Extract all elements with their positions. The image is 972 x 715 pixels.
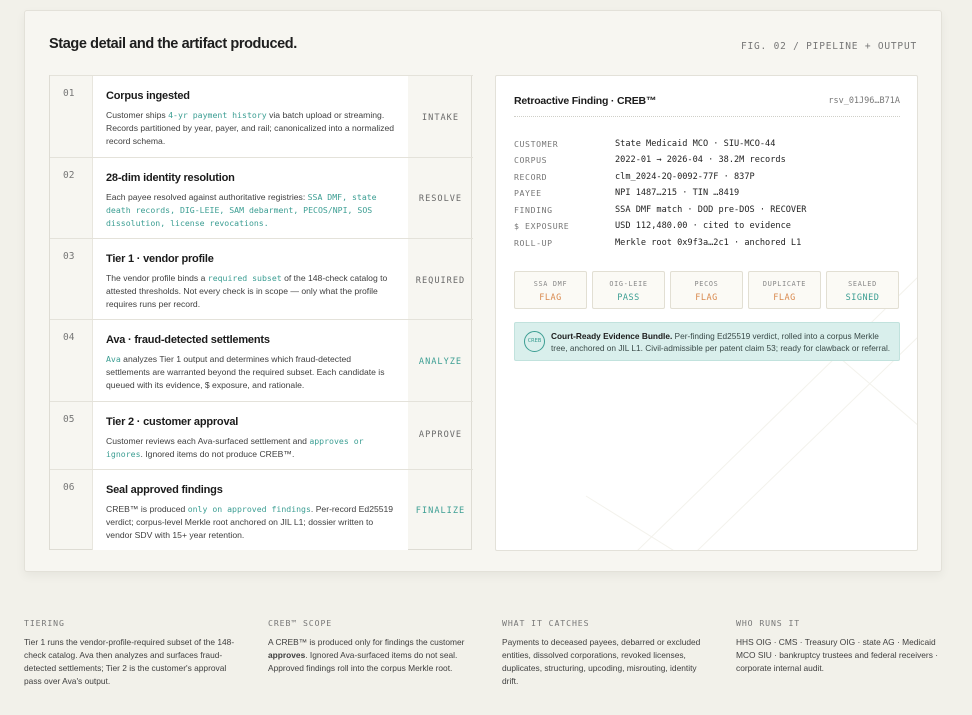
footer-what-it-catches bbox=[502, 618, 707, 688]
step-number: 06 bbox=[63, 482, 75, 493]
finding-row bbox=[514, 238, 914, 254]
step-description: Customer reviews each Ava-surfaced settlement and approves or ignores. Ignored items do not produce CREB™. bbox=[106, 436, 364, 459]
row-value: 2022-01 → 2026-04 · 38.2M records bbox=[615, 155, 786, 165]
finding-row bbox=[514, 172, 914, 188]
step-number: 04 bbox=[63, 332, 75, 343]
step-finalize bbox=[50, 469, 473, 550]
finding-row bbox=[514, 139, 914, 155]
step-tag: INTAKE bbox=[421, 113, 460, 123]
pipeline-steps bbox=[49, 75, 472, 550]
step-analyze bbox=[50, 319, 473, 401]
step-highlight: only on approved findings bbox=[187, 504, 311, 514]
row-value: SSA DMF match · DOD pre-DOS · RECOVER bbox=[615, 205, 807, 215]
check-pecos: PECOS FLAG bbox=[670, 271, 743, 309]
step-tag: ANALYZE bbox=[418, 357, 463, 367]
step-body bbox=[92, 76, 408, 157]
row-key: CORPUS bbox=[514, 155, 548, 165]
step-number: 01 bbox=[63, 88, 75, 99]
step-highlight: required subset bbox=[207, 273, 282, 283]
step-description: Ava analyzes Tier 1 output and determines which fraud-detected settlements are warranted beyond the required subset. Each candidate is queued with its evidence, $ exposure, and rationale. bbox=[106, 354, 385, 390]
step-highlight: Ava bbox=[106, 354, 121, 364]
step-highlight: 4-yr payment history bbox=[168, 110, 267, 120]
check-oig-leie: OIG-LEIE PASS bbox=[592, 271, 665, 309]
finding-id: rsv_01J96…B71A bbox=[828, 96, 900, 106]
step-body bbox=[92, 320, 408, 401]
finding-row bbox=[514, 155, 914, 171]
row-value: clm_2024-2Q-0092-77F · 837P bbox=[615, 172, 755, 182]
step-title: 28-dim identity resolution bbox=[106, 172, 235, 184]
row-key: PAYEE bbox=[514, 188, 542, 198]
row-value: NPI 1487…215 · TIN …8419 bbox=[615, 188, 740, 198]
bundle-description: Court-Ready Evidence Bundle. Per-finding Ed25519 verdict, rolled into a corpus Merkle tree, anchored on JIL L1. Civil-admissible per patent claim 53; ready for clawback or referral. bbox=[551, 331, 891, 353]
check-duplicate: DUPLICATE FLAG bbox=[748, 271, 821, 309]
step-number: 02 bbox=[63, 170, 75, 181]
step-tag: APPROVE bbox=[418, 430, 463, 440]
check-results bbox=[514, 271, 900, 309]
footer-heading: CREB™ SCOPE bbox=[268, 618, 333, 628]
row-value: Merkle root 0x9f3a…2c1 · anchored L1 bbox=[615, 238, 802, 248]
step-tag: RESOLVE bbox=[418, 194, 463, 204]
finding-title: Retroactive Finding · CREB™ bbox=[514, 95, 657, 107]
step-approve bbox=[50, 401, 473, 469]
step-description: Each payee resolved against authoritative registries: SSA DMF, state death records, DIG-LEIE, SAM debarment, PECOS/NPI, SOS dissolution, license revocations. bbox=[106, 192, 377, 228]
step-description: CREB™ is produced only on approved findings. Per-record Ed25519 verdict; corpus-level Merkle root anchored on JIL L1; dossier written to vendor SDV with 15+ year retention. bbox=[106, 504, 394, 540]
step-highlight: SSA DMF, state death records, DIG-LEIE, SAM debarment, PECOS/NPI, SOS dissolution, license revocations. bbox=[106, 192, 377, 228]
footer-heading: WHO RUNS IT bbox=[736, 618, 801, 628]
step-number: 03 bbox=[63, 251, 75, 262]
step-title: Tier 1 · vendor profile bbox=[106, 253, 214, 265]
footer-text: Tier 1 runs the vendor-profile-required subset of the 148-check catalog. Ava then analyzes and surfaces fraud-detected settlements; Tier 2 is the customer's approval pass over Ava's output. bbox=[24, 637, 235, 686]
finding-row bbox=[514, 205, 914, 221]
row-value: State Medicaid MCO · SIU-MCO-44 bbox=[615, 139, 776, 149]
step-body bbox=[92, 239, 408, 319]
step-intake bbox=[50, 75, 473, 157]
page-title: Stage detail and the artifact produced. bbox=[49, 36, 297, 52]
step-tag: FINALIZE bbox=[415, 506, 466, 516]
evidence-bundle-banner bbox=[514, 322, 900, 361]
footer-tiering bbox=[24, 618, 239, 688]
footer-text: HHS OIG · CMS · Treasury OIG · state AG · Medicaid MCO SIU · bankruptcy trustees and federal receivers · corporate internal audit. bbox=[736, 637, 939, 673]
step-highlight: approves or ignores bbox=[106, 436, 364, 459]
row-value: USD 112,480.00 · cited to evidence bbox=[615, 221, 791, 231]
step-title: Ava · fraud-detected settlements bbox=[106, 334, 270, 346]
step-title: Tier 2 · customer approval bbox=[106, 416, 239, 428]
step-body bbox=[92, 158, 408, 238]
figure-label: FIG. 02 / PIPELINE + OUTPUT bbox=[740, 41, 917, 52]
step-resolve bbox=[50, 157, 473, 238]
step-title: Seal approved findings bbox=[106, 484, 223, 496]
step-number: 05 bbox=[63, 414, 75, 425]
finding-row bbox=[514, 221, 914, 237]
footer-who-runs-it bbox=[736, 618, 946, 675]
row-key: RECORD bbox=[514, 172, 548, 182]
step-body bbox=[92, 402, 408, 469]
step-description: The vendor profile binds a required subset of the 148-check catalog to attested thresholds. Not every check is in scope — only what the profile requires runs per record. bbox=[106, 273, 388, 309]
creb-seal-icon: CREB bbox=[524, 331, 545, 352]
row-key: ROLL-UP bbox=[514, 238, 553, 248]
footer-text: A CREB™ is produced only for findings the customer approves. Ignored Ava-surfaced items do not seal. Approved findings roll into the corpus Merkle root. bbox=[268, 637, 465, 673]
stage-detail-card bbox=[24, 10, 942, 572]
footer-heading: TIERING bbox=[24, 618, 65, 628]
row-key: $ EXPOSURE bbox=[514, 221, 570, 231]
check-sealed: SEALED SIGNED bbox=[826, 271, 899, 309]
row-key: CUSTOMER bbox=[514, 139, 559, 149]
footer-creb-scope bbox=[268, 618, 468, 675]
footer-heading: WHAT IT CATCHES bbox=[502, 618, 590, 628]
step-tag: REQUIRED bbox=[415, 276, 466, 286]
step-required bbox=[50, 238, 473, 319]
finding-panel bbox=[495, 75, 918, 551]
check-ssa-dmf: SSA DMF FLAG bbox=[514, 271, 587, 309]
footer-text: Payments to deceased payees, debarred or excluded entities, dissolved corporations, revoked licenses, duplicates, structuring, upcoding, misrouting, identity drift. bbox=[502, 637, 701, 686]
step-description: Customer ships 4-yr payment history via batch upload or streaming. Records partitioned by year, payer, and rail; canonicalized into a normalized record schema. bbox=[106, 110, 395, 146]
step-body bbox=[92, 470, 408, 550]
row-key: FINDING bbox=[514, 205, 553, 215]
step-title: Corpus ingested bbox=[106, 90, 190, 102]
divider bbox=[514, 116, 900, 117]
finding-row bbox=[514, 188, 914, 204]
